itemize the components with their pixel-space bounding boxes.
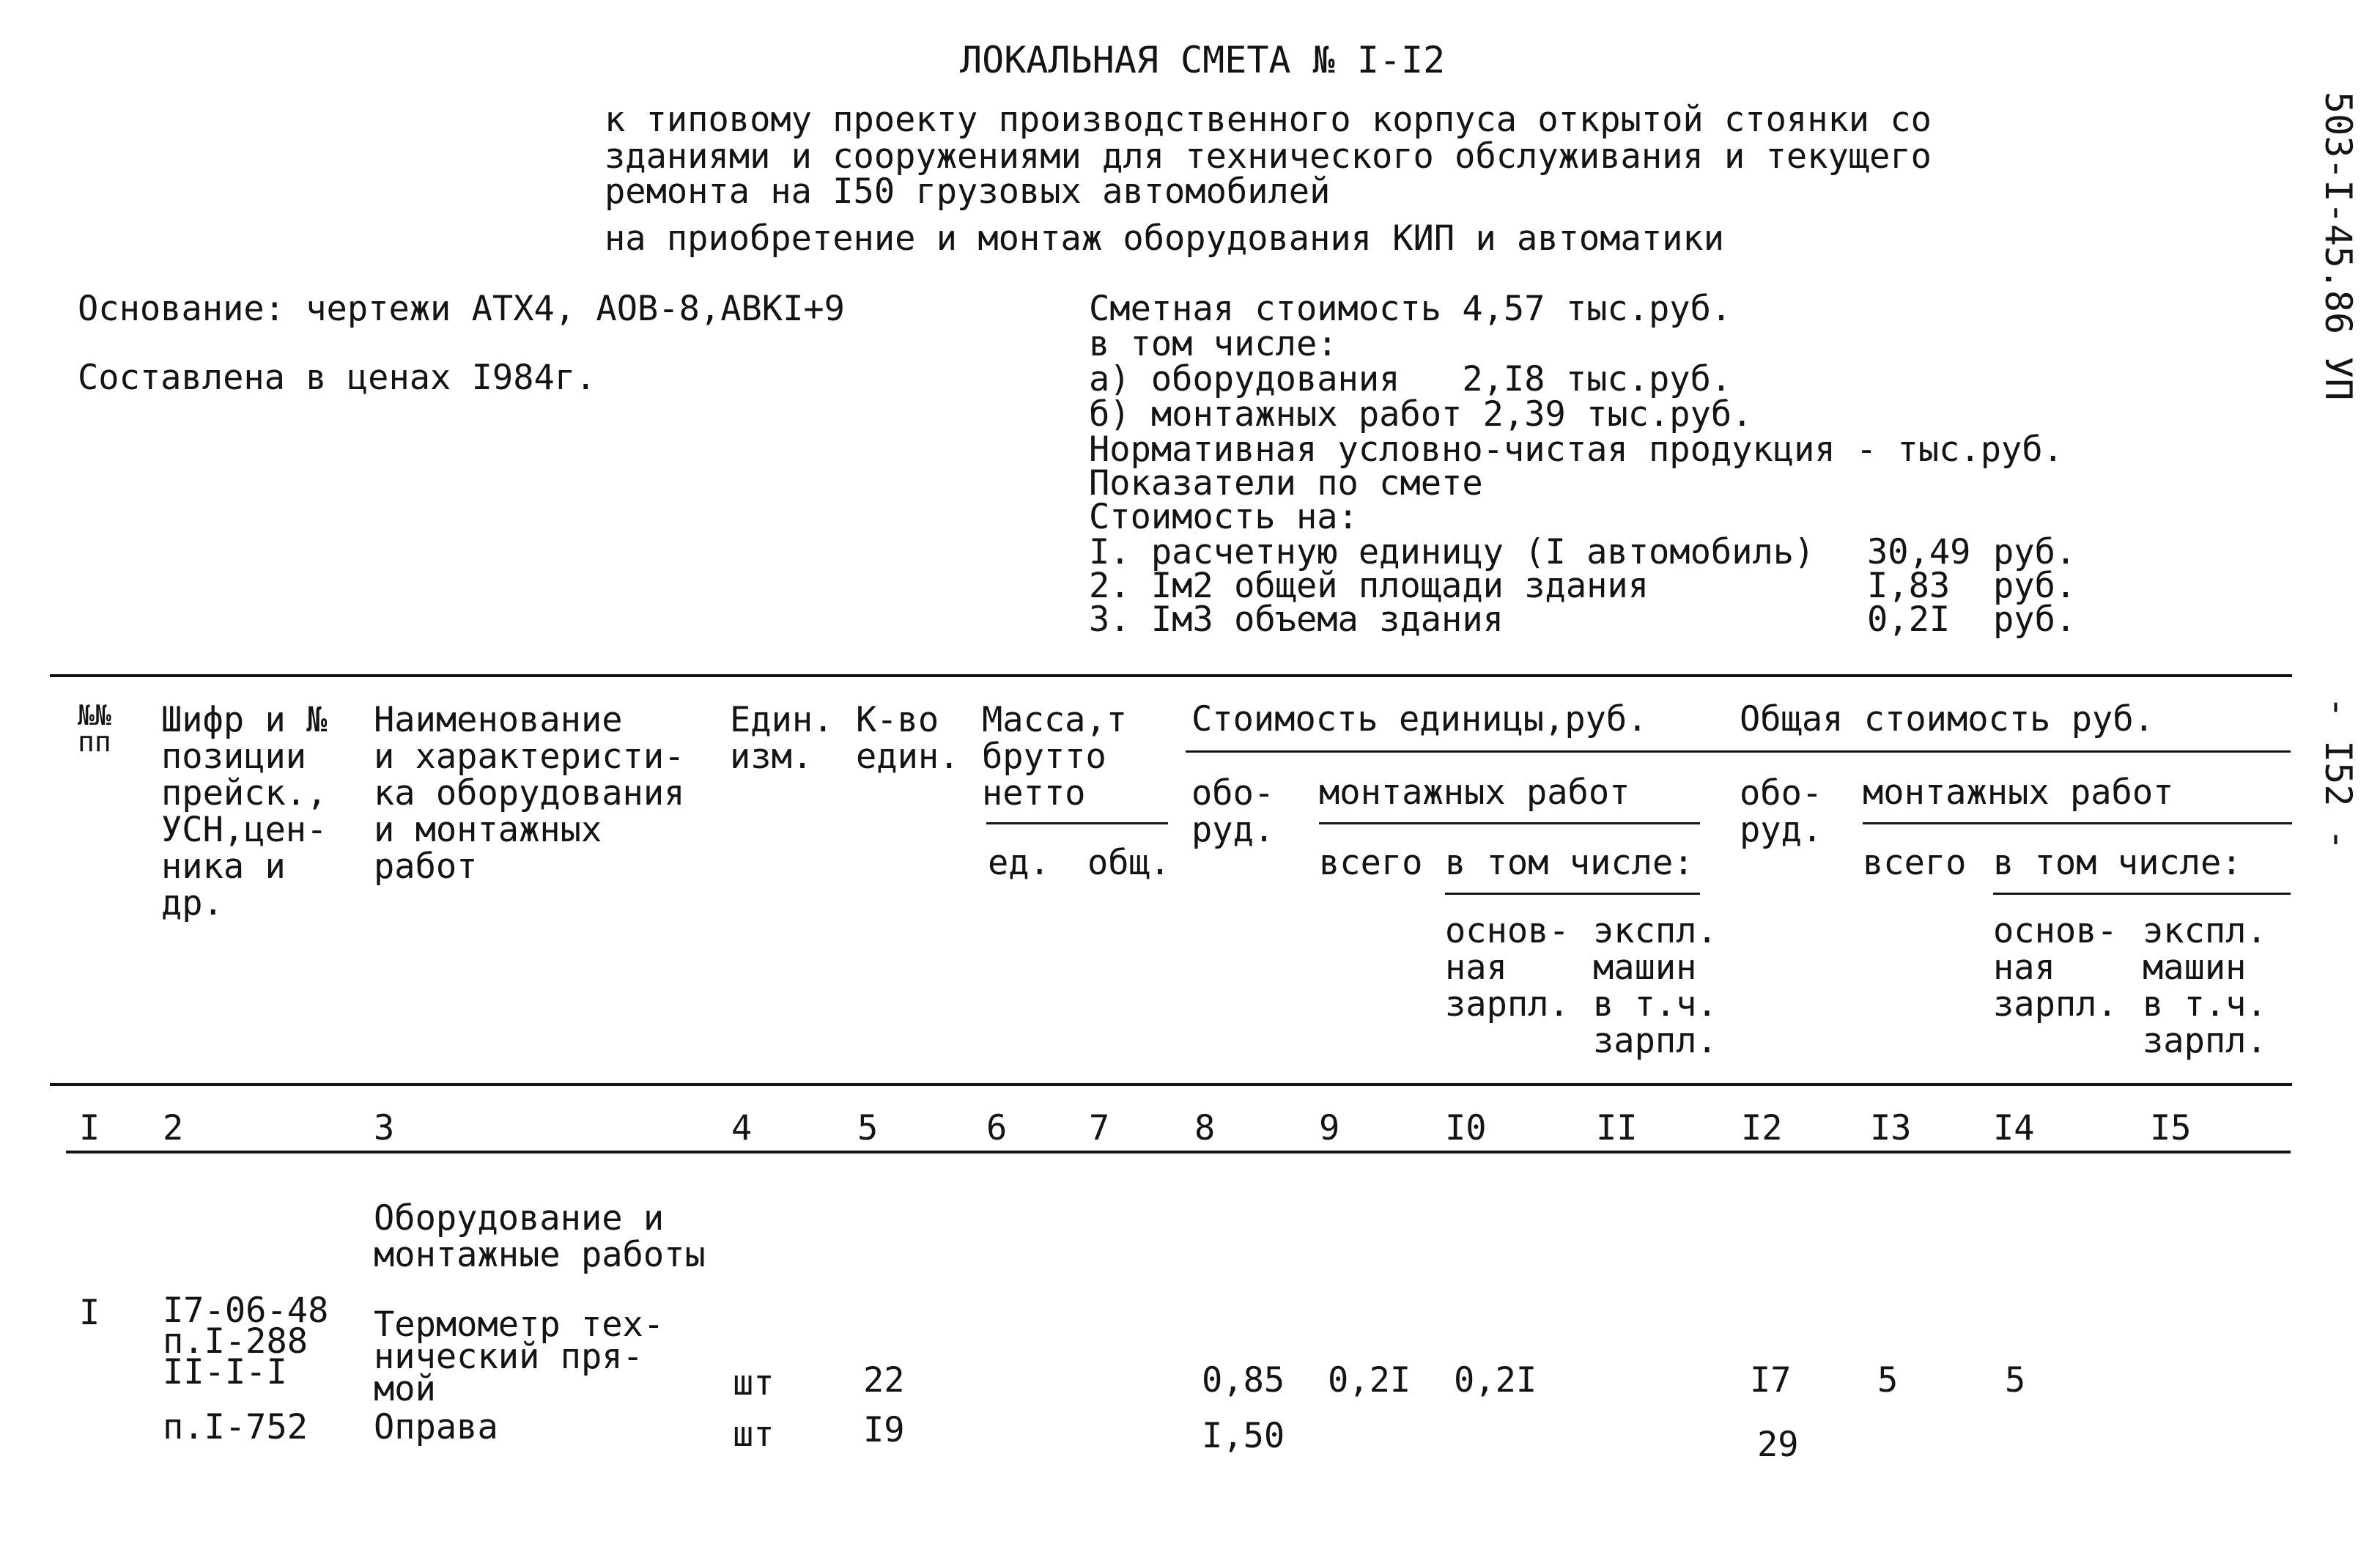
side-project-code: 503-I-45.86 УП bbox=[2317, 92, 2359, 401]
row-1-code: I7-06-48 п.I-288 II-I-I bbox=[163, 1291, 329, 1392]
header-mass-unit: ед. bbox=[988, 843, 1050, 883]
column-number: 5 bbox=[857, 1108, 879, 1148]
column-number: 4 bbox=[731, 1108, 753, 1148]
header-quantity: К-во един. bbox=[856, 700, 960, 777]
mass-rule bbox=[986, 822, 1168, 824]
column-number: I bbox=[79, 1108, 100, 1148]
row-1-mount-unit: 0,2I bbox=[1328, 1360, 1411, 1400]
row-1-number: I bbox=[79, 1293, 100, 1333]
mount-unit-rule bbox=[1319, 822, 1700, 824]
basis-line: Основание: чертежи АТХ4, АОВ-8,АВКI+9 bbox=[78, 289, 845, 329]
header-mass-total: общ. bbox=[1087, 843, 1171, 883]
header-equip-unit: обо- руд. bbox=[1191, 773, 1275, 850]
column-number: I3 bbox=[1870, 1108, 1912, 1148]
subtitle-line-1: к типовому проекту производственного корпуса открытой стоянки со bbox=[605, 100, 1932, 140]
indicator-label-1: I. расчетную единицу (I автомобиль) bbox=[1089, 532, 1815, 572]
header-including-total: в том числе: bbox=[1993, 843, 2242, 883]
column-number: I2 bbox=[1741, 1108, 1783, 1148]
column-numbers-rule bbox=[66, 1151, 2291, 1153]
column-number: 3 bbox=[374, 1108, 395, 1148]
row-1-quantity: 22 bbox=[863, 1360, 905, 1400]
indicator-unit-3: руб. bbox=[1993, 599, 2077, 640]
header-code: Шифр и № позиции прейск., УСН,цен- ника и др. bbox=[161, 700, 328, 923]
indicators-heading: Показатели по смете bbox=[1089, 463, 1483, 503]
purpose-line: на приобретение и монтаж оборудования КИП и автоматики bbox=[605, 218, 1725, 259]
header-mount-unit: монтажных работ bbox=[1319, 772, 1630, 813]
header-including-unit: в том числе: bbox=[1445, 843, 1694, 883]
section-title: Оборудование и монтажные работы bbox=[374, 1198, 706, 1275]
subtitle-line-3: ремонта на I50 грузовых автомобилей bbox=[605, 171, 1331, 212]
row-1-unit: шт bbox=[733, 1363, 775, 1403]
row-1-base-salary-total: 5 bbox=[2005, 1360, 2026, 1400]
cost-including: в том числе: bbox=[1089, 324, 1338, 364]
cost-per-heading: Стоимость на: bbox=[1089, 497, 1359, 537]
header-name: Наименование и характеристи- ка оборудования и монтажных работ bbox=[374, 700, 685, 887]
header-base-salary-unit: основ- ная зарпл. bbox=[1445, 911, 1570, 1024]
header-equip-total: обо- руд. bbox=[1740, 773, 1823, 850]
indicator-label-2: 2. Iм2 общей площади здания bbox=[1089, 566, 1649, 606]
column-number: 2 bbox=[163, 1108, 184, 1148]
header-total-cost: Общая стоимость руб. bbox=[1740, 699, 2154, 739]
cost-total: Сметная стоимость 4,57 тыс.руб. bbox=[1089, 289, 1732, 329]
indicator-unit-2: руб. bbox=[1993, 566, 2077, 606]
including-unit-rule bbox=[1445, 893, 1700, 895]
header-mass: Масса,т брутто нетто bbox=[982, 700, 1128, 813]
indicator-value-1: 30,49 bbox=[1867, 532, 1971, 572]
prices-line: Составлена в ценах I984г. bbox=[78, 358, 596, 398]
row-1-mount-total: 5 bbox=[1877, 1360, 1899, 1400]
document-title: ЛОКАЛЬНАЯ СМЕТА № I-I2 bbox=[960, 39, 1446, 81]
indicator-value-2: I,83 bbox=[1867, 566, 1951, 606]
column-number: 6 bbox=[986, 1108, 1008, 1148]
row-2-name: Оправа bbox=[374, 1407, 498, 1447]
indicator-label-3: 3. Iм3 объема здания bbox=[1089, 599, 1504, 640]
row-2-quantity: I9 bbox=[863, 1410, 905, 1450]
row-2-code: п.I-752 bbox=[163, 1407, 308, 1447]
including-total-rule bbox=[1993, 893, 2291, 895]
row-1-name: Термометр тех- нический пря- мой bbox=[374, 1304, 665, 1409]
header-total-mount-unit: всего bbox=[1319, 843, 1423, 883]
row-2-unit: шт bbox=[733, 1414, 775, 1455]
header-machines-total: экспл. машин в т.ч. зарпл. bbox=[2143, 911, 2267, 1061]
row-1-equip-unit: 0,85 bbox=[1202, 1360, 1285, 1400]
cost-mounting: б) монтажных работ 2,39 тыс.руб. bbox=[1089, 394, 1753, 435]
column-number: I4 bbox=[1993, 1108, 2035, 1148]
subtitle-line-2: зданиями и сооружениями для технического обслуживания и текущего bbox=[605, 136, 1932, 177]
header-row-number: №№ пп bbox=[78, 699, 111, 758]
cost-equipment: а) оборудования 2,I8 тыс.руб. bbox=[1089, 359, 1732, 399]
header-total-mount-total: всего bbox=[1863, 843, 1967, 883]
table-top-rule bbox=[50, 674, 2292, 677]
page-number: - I52 - bbox=[2317, 696, 2359, 851]
column-number: I0 bbox=[1445, 1108, 1487, 1148]
column-number: 9 bbox=[1319, 1108, 1340, 1148]
header-unit: Един. изм. bbox=[730, 700, 834, 777]
indicator-unit-1: руб. bbox=[1993, 532, 2077, 572]
row-1-base-salary-unit: 0,2I bbox=[1454, 1360, 1537, 1400]
column-number: 8 bbox=[1194, 1108, 1216, 1148]
row-1-equip-total: I7 bbox=[1750, 1360, 1792, 1400]
cost-group-rule bbox=[1186, 750, 2291, 753]
header-bottom-rule bbox=[50, 1083, 2292, 1086]
column-number: I5 bbox=[2150, 1108, 2192, 1148]
row-2-equip-unit: I,50 bbox=[1202, 1416, 1285, 1456]
indicator-value-3: 0,2I bbox=[1867, 599, 1951, 640]
mount-total-rule bbox=[1863, 822, 2292, 824]
cost-normative: Нормативная условно-чистая продукция - тыс.руб. bbox=[1089, 429, 2063, 470]
header-machines-unit: экспл. машин в т.ч. зарпл. bbox=[1593, 911, 1718, 1061]
header-base-salary-total: основ- ная зарпл. bbox=[1993, 911, 2118, 1024]
header-mount-total: монтажных работ bbox=[1863, 772, 2174, 813]
row-2-equip-total: 29 bbox=[1757, 1425, 1799, 1465]
column-number: II bbox=[1596, 1108, 1638, 1148]
column-number: 7 bbox=[1089, 1108, 1110, 1148]
header-unit-cost: Стоимость единицы,руб. bbox=[1191, 699, 1648, 739]
